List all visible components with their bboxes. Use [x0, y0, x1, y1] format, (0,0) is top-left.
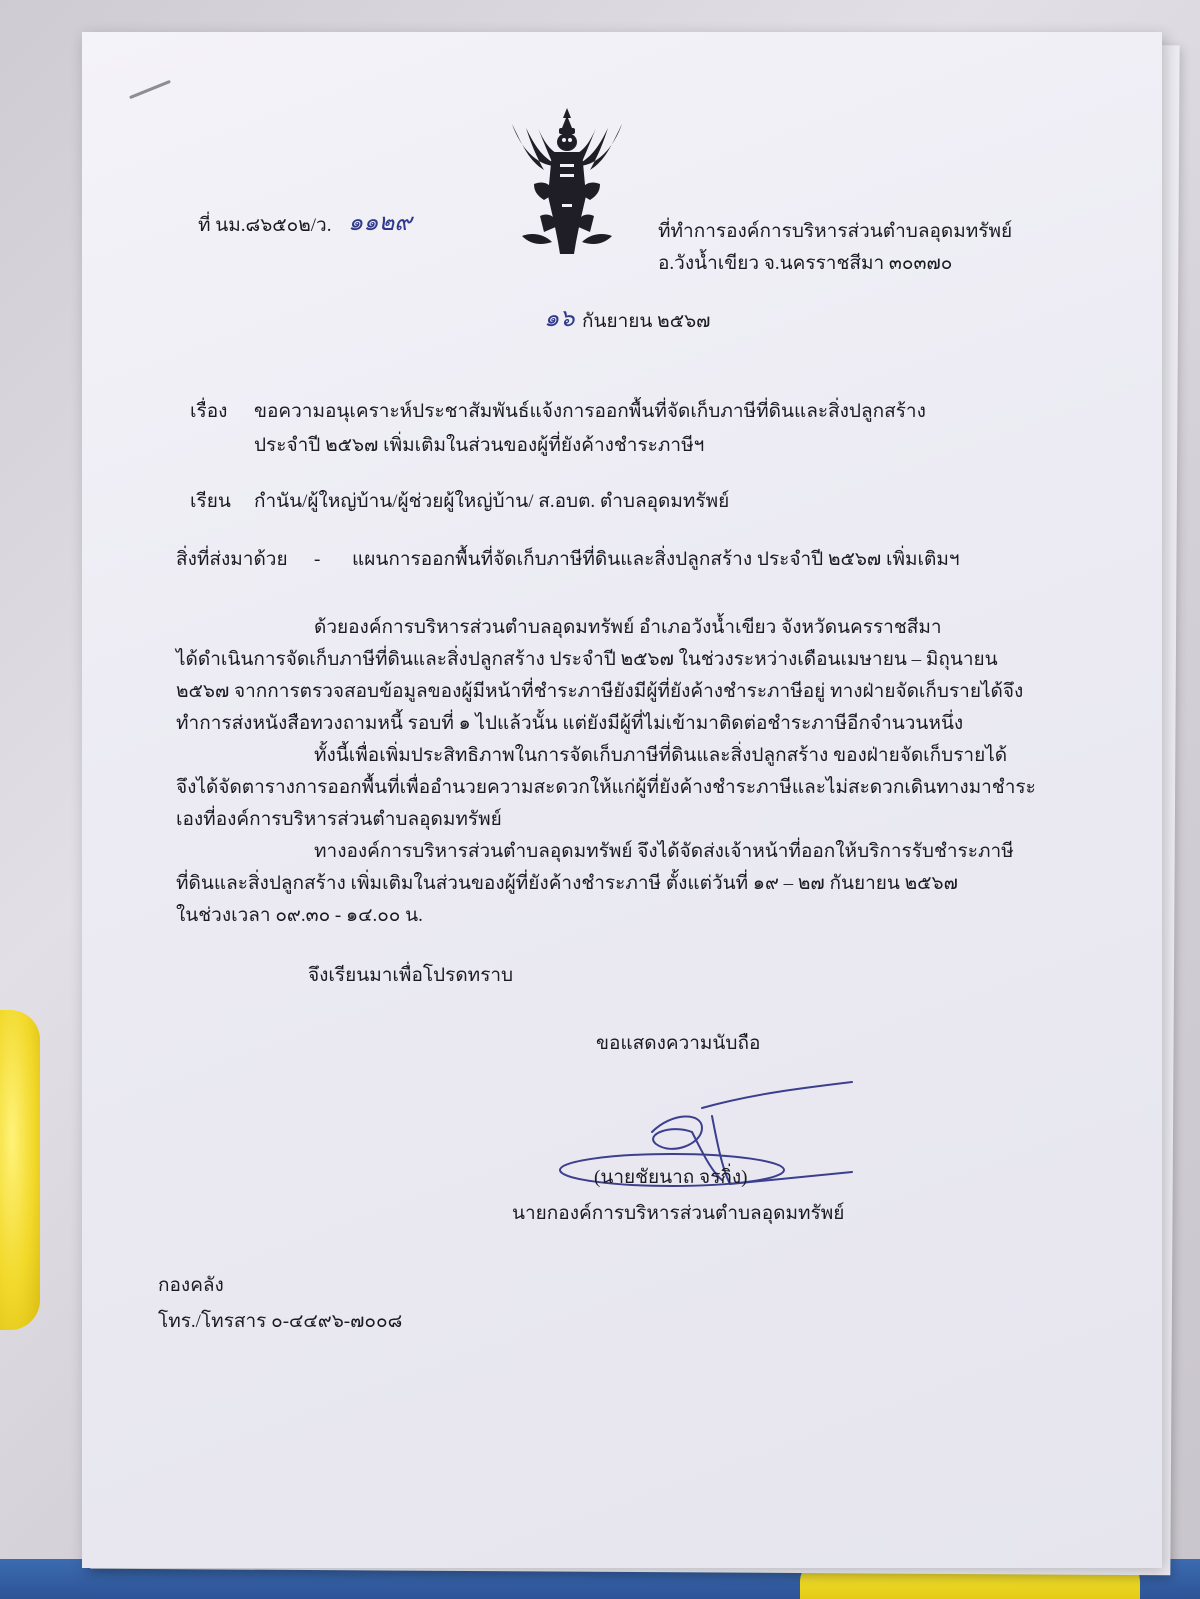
body-line: ๒๕๖๗ จากการตรวจสอบข้อมูลของผู้มีหน้าที่ชำระภาษียังมีผู้ที่ยังค้างชำระภาษีอยู่ ทางฝ่ายจัดเก็บรายได้จึง [176, 681, 1024, 702]
garuda-emblem-icon [504, 104, 630, 256]
body-line: ทั้งนี้เพื่อเพิ่มประสิทธิภาพในการจัดเก็บภาษีที่ดินและสิ่งปลูกสร้าง ของฝ่ายจัดเก็บรายได้ [314, 745, 1008, 766]
body-line: ทำการส่งหนังสือทวงถามหนี้ รอบที่ ๑ ไปแล้วนั้น แต่ยังมีผู้ที่ไม่เข้ามาติดต่อชำระภาษีอีกจำนวนหนึ่ง [176, 713, 964, 734]
regards-text: ขอแสดงความนับถือ [596, 1033, 761, 1054]
enclosure-dash: - [314, 549, 321, 570]
body-line: ที่ดินและสิ่งปลูกสร้าง เพิ่มเติมในส่วนของผู้ที่ยังค้างชำระภาษี ตั้งแต่วันที่ ๑๙ – ๒๗ กันยายน ๒๕๖๗ [176, 873, 958, 894]
body-line: ในช่วงเวลา ๐๙.๓๐ - ๑๔.๐๐ น. [176, 905, 423, 926]
enclosure-label: สิ่งที่ส่งมาด้วย [176, 549, 288, 570]
subject-line1: ขอความอนุเคราะห์ประชาสัมพันธ์แจ้งการออกพื้นที่จัดเก็บภาษีที่ดินและสิ่งปลูกสร้าง [254, 401, 926, 422]
reference-prefix: ที่ นม.๘๖๕๐๒/ว. [198, 215, 332, 236]
body-line: ทางองค์การบริหารส่วนตำบลอุดมทรัพย์ จึงได้จัดส่งเจ้าหน้าที่ออกให้บริการรับชำระภาษี [314, 841, 1014, 862]
signer-title: นายกองค์การบริหารส่วนตำบลอุดมทรัพย์ [512, 1203, 845, 1224]
signer-name: (นายชัยนาถ จรกิ่ง) [594, 1167, 748, 1188]
body-line: เองที่องค์การบริหารส่วนตำบลอุดมทรัพย์ [176, 809, 502, 830]
to-recipients: กำนัน/ผู้ใหญ่บ้าน/ผู้ช่วยผู้ใหญ่บ้าน/ ส.อบต. ตำบลอุดมทรัพย์ [254, 491, 730, 512]
subject-line2: ประจำปี ๒๕๖๗ เพิ่มเติมในส่วนของผู้ที่ยังค้างชำระภาษีฯ [254, 435, 705, 456]
body-line: ด้วยองค์การบริหารส่วนตำบลอุดมทรัพย์ อำเภอวังน้ำเขียว จังหวัดนครราชสีมา [314, 617, 942, 638]
letter-page [82, 32, 1162, 1568]
department: กองคลัง [158, 1275, 224, 1296]
to-label: เรียน [190, 491, 231, 512]
subject-label: เรื่อง [190, 401, 228, 422]
yellow-cloth-left [0, 1010, 40, 1330]
office-address-line1: ที่ทำการองค์การบริหารส่วนตำบลอุดมทรัพย์ [658, 221, 1013, 242]
body-line: จึงได้จัดตารางการออกพื้นที่เพื่ออำนวยความสะดวกให้แก่ผู้ที่ยังค้างชำระภาษีและไม่สะดวกเดินทางมาชำระ [176, 777, 1036, 798]
date-day: ๑๖ [544, 304, 575, 332]
date-month-year: กันยายน ๒๕๖๗ [582, 311, 711, 332]
staple [129, 80, 171, 99]
reference-number: ๑๑๒๙ [348, 208, 412, 236]
enclosure-text: แผนการออกพื้นที่จัดเก็บภาษีที่ดินและสิ่งปลูกสร้าง ประจำปี ๒๕๖๗ เพิ่มเติมฯ [352, 549, 960, 570]
phone-fax: โทร./โทรสาร ๐-๔๔๙๖-๗๐๐๘ [158, 1311, 403, 1332]
body-line: ได้ดำเนินการจัดเก็บภาษีที่ดินและสิ่งปลูกสร้าง ประจำปี ๒๕๖๗ ในช่วงระหว่างเดือนเมษายน – มิถุนายน [176, 649, 998, 670]
closing-text: จึงเรียนมาเพื่อโปรดทราบ [308, 965, 514, 986]
office-address-line2: อ.วังน้ำเขียว จ.นครราชสีมา ๓๐๓๗๐ [658, 253, 953, 274]
